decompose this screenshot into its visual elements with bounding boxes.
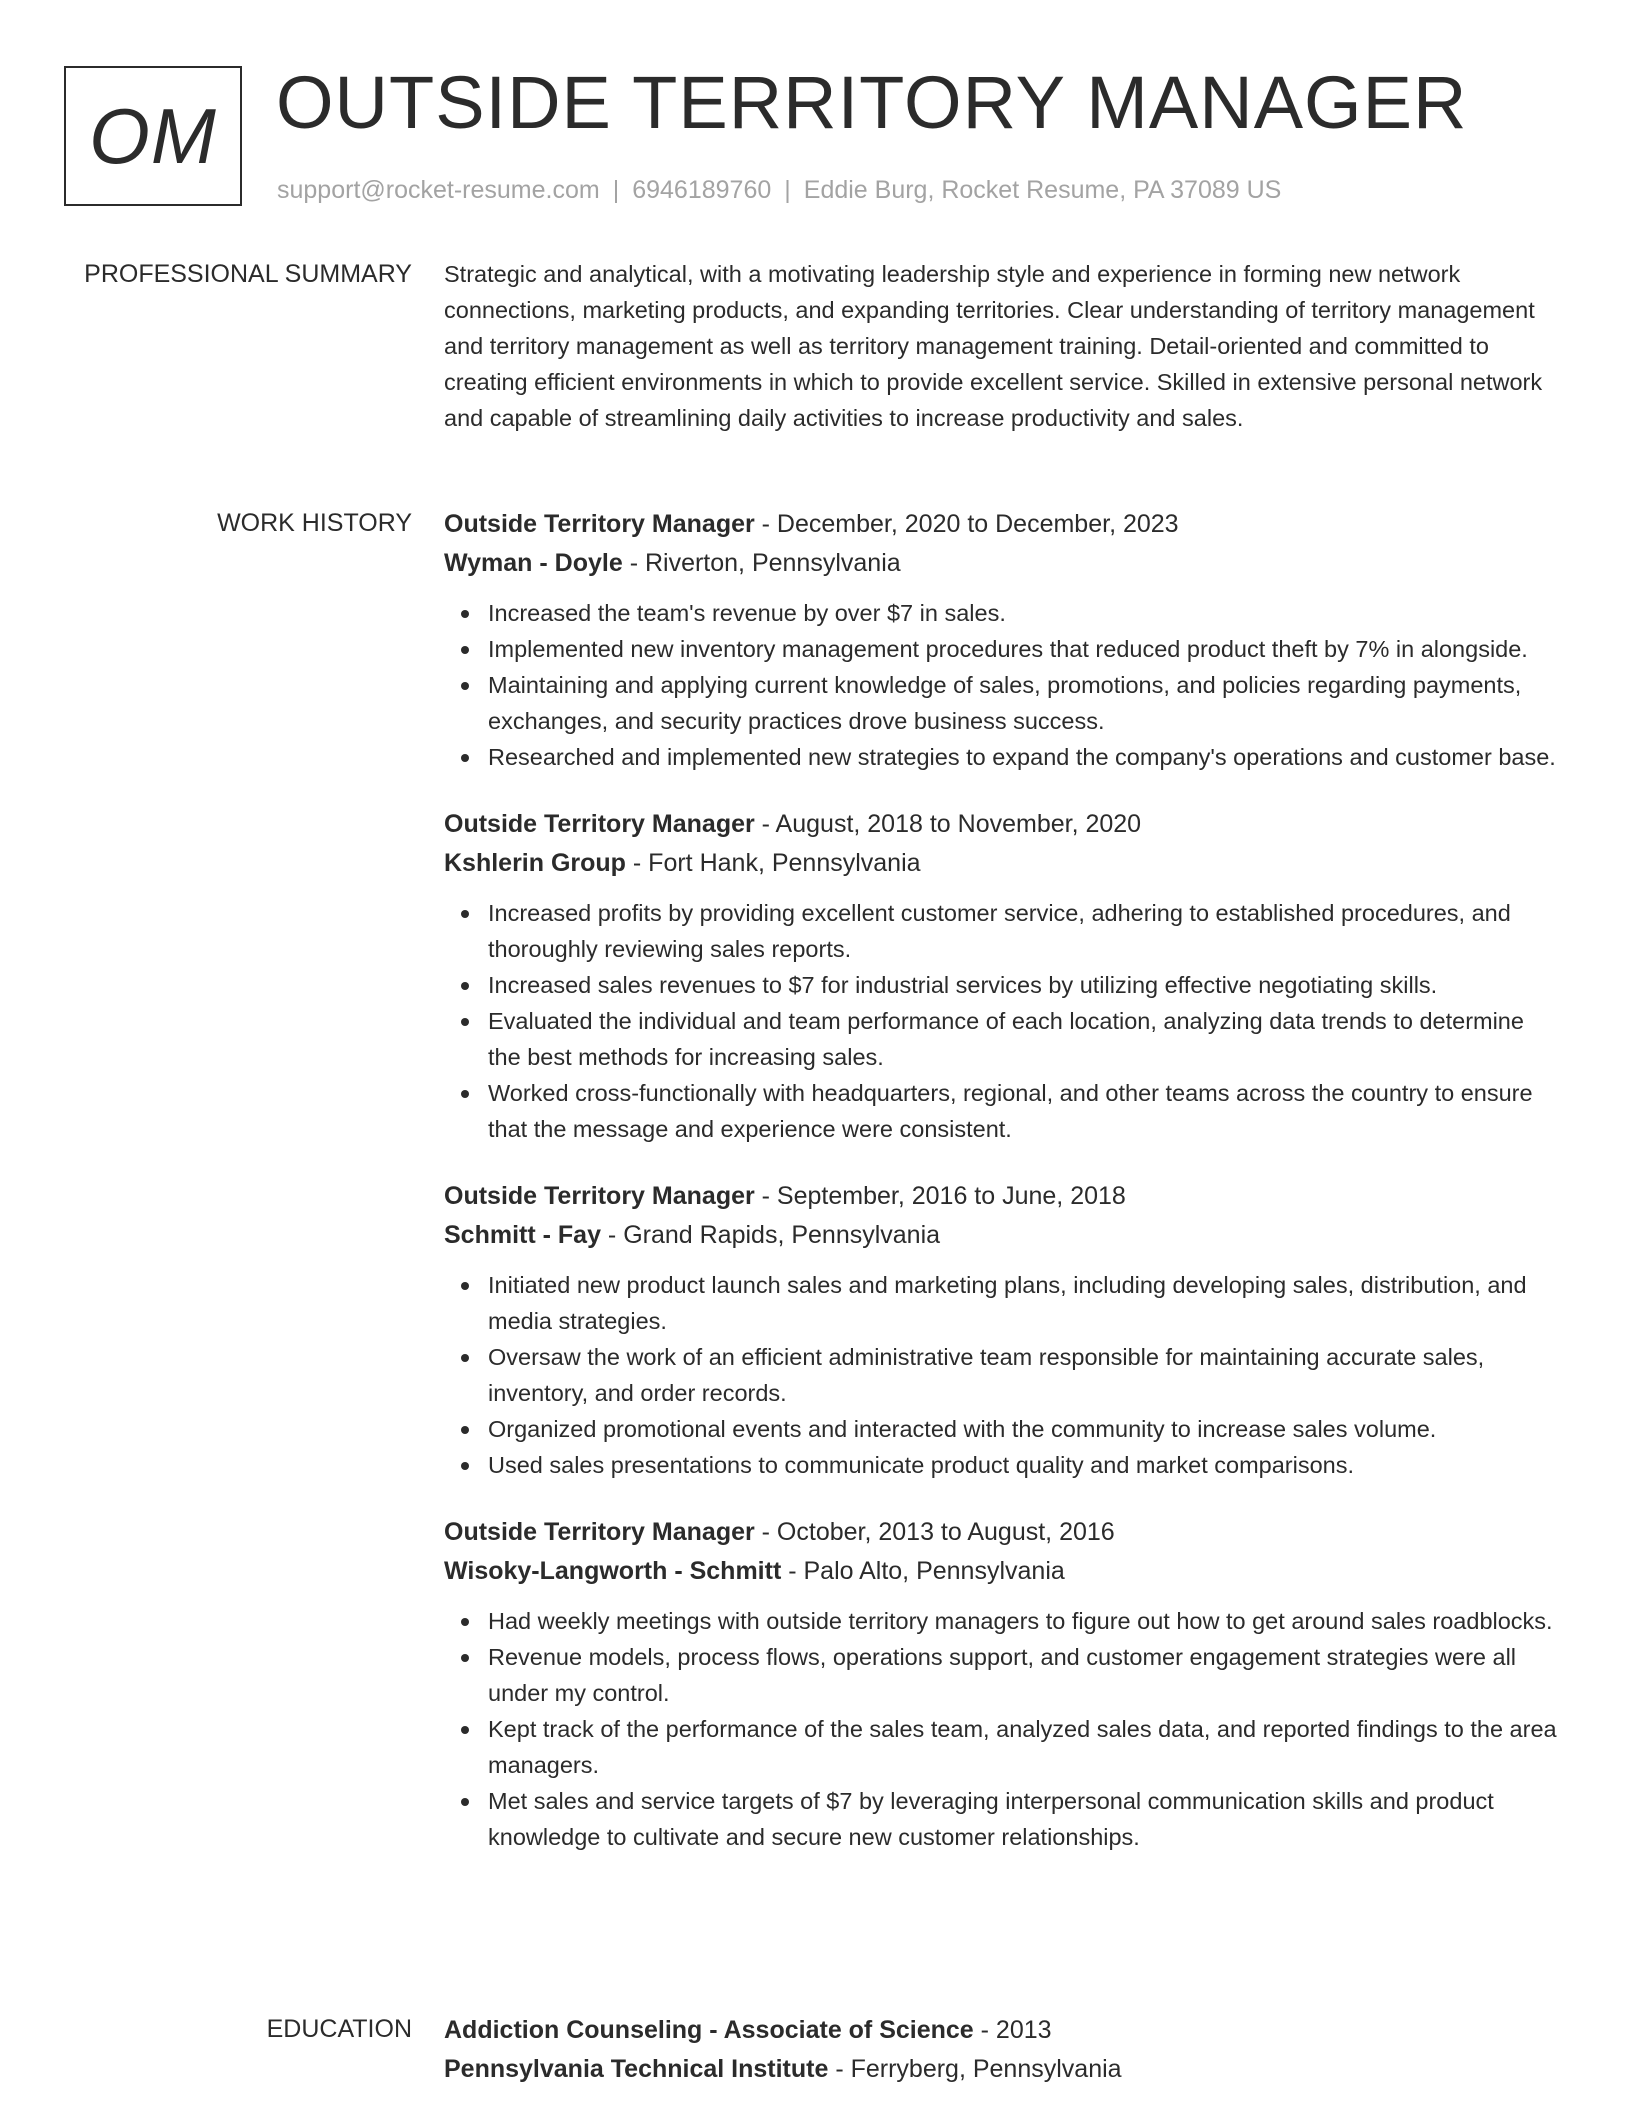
- job-bullet: Kept track of the performance of the sales team, analyzed sales data, and reported findings to the area managers.: [488, 1711, 1559, 1783]
- job-dates: - September, 2016 to June, 2018: [754, 1182, 1126, 1210]
- job-location: - Fort Hank, Pennsylvania: [625, 849, 921, 877]
- job-location: - Grand Rapids, Pennsylvania: [600, 1221, 941, 1249]
- job-bullet: Maintaining and applying current knowledge of sales, promotions, and policies regarding payments, exchanges, and security practices drove business success.: [488, 667, 1559, 739]
- job-entry: [444, 1177, 1559, 1483]
- education-school-line: [444, 2050, 1559, 2089]
- job-company-line: [444, 1552, 1559, 1591]
- job-bullets: [444, 1603, 1559, 1855]
- job-bullet: Increased profits by providing excellent customer service, adhering to established procedures, and thoroughly reviewing sales reports.: [488, 895, 1559, 967]
- job-company-line: [444, 1216, 1559, 1255]
- contact-separator: |: [612, 176, 620, 204]
- work-history-heading: WORK HISTORY: [217, 509, 412, 537]
- job-bullet: Organized promotional events and interacted with the community to increase sales volume.: [488, 1411, 1559, 1447]
- job-bullet: Increased sales revenues to $7 for industrial services by utilizing effective negotiating skills.: [488, 967, 1559, 1003]
- job-company: Schmitt - Fay: [444, 1221, 601, 1249]
- job-title: Outside Territory Manager: [444, 1518, 755, 1546]
- job-title: Outside Territory Manager: [444, 510, 755, 538]
- job-dates: - October, 2013 to August, 2016: [754, 1518, 1115, 1546]
- job-bullet: Had weekly meetings with outside territory managers to figure out how to get around sales roadblocks.: [488, 1603, 1559, 1639]
- summary-text: Strategic and analytical, with a motivating leadership style and experience in forming new network connections, marketing products, and expanding territories. Clear understanding of territory management and territory management as well as territory management training. Detail-oriented and committed to creating efficient environments in which to provide excellent service. Skilled in extensive personal network and capable of streamlining daily activities to increase productivity and sales.: [444, 261, 1543, 431]
- job-company: Wyman - Doyle: [444, 549, 623, 577]
- job-bullet: Worked cross-functionally with headquarters, regional, and other teams across the country to ensure that the message and experience were consistent.: [488, 1075, 1559, 1147]
- job-entry: [444, 805, 1559, 1147]
- job-title-line: [444, 1177, 1559, 1216]
- contact-phone: 6946189760: [632, 176, 772, 204]
- job-bullet: Oversaw the work of an efficient administrative team responsible for maintaining accurate sales, inventory, and order records.: [488, 1339, 1559, 1411]
- contact-email: support@rocket-resume.com: [277, 176, 600, 204]
- job-location: - Palo Alto, Pennsylvania: [781, 1557, 1065, 1585]
- monogram: OM: [64, 66, 242, 206]
- job-bullet: Revenue models, process flows, operations support, and customer engagement strategies were all under my control.: [488, 1639, 1559, 1711]
- job-entry: [444, 505, 1559, 775]
- job-title-line: [444, 505, 1559, 544]
- job-bullets: [444, 1267, 1559, 1483]
- education-degree: Addiction Counseling - Associate of Science: [444, 2016, 974, 2044]
- contact-separator: |: [784, 176, 791, 204]
- job-bullets: [444, 895, 1559, 1147]
- job-bullet: Used sales presentations to communicate product quality and market comparisons.: [488, 1447, 1559, 1483]
- education-body: [444, 2011, 1559, 2089]
- job-company: Wisoky-Langworth - Schmitt: [444, 1557, 782, 1585]
- job-bullet: Researched and implemented new strategies to expand the company's operations and customer base.: [488, 739, 1559, 775]
- job-dates: - December, 2020 to December, 2023: [754, 510, 1179, 538]
- job-bullet: Increased the team's revenue by over $7 in sales.: [488, 595, 1559, 631]
- job-title-line: [444, 1513, 1559, 1552]
- education-heading: EDUCATION: [266, 2015, 412, 2043]
- education-location: - Ferryberg, Pennsylvania: [828, 2055, 1122, 2083]
- job-title-line: [444, 805, 1559, 844]
- education-school: Pennsylvania Technical Institute: [444, 2055, 829, 2083]
- resume-name-title: OUTSIDE TERRITORY MANAGER: [276, 61, 1468, 144]
- job-company: Kshlerin Group: [444, 849, 626, 877]
- job-entry: [444, 1513, 1559, 1855]
- job-title: Outside Territory Manager: [444, 810, 755, 838]
- job-location: - Riverton, Pennsylvania: [622, 549, 901, 577]
- summary-heading: PROFESSIONAL SUMMARY: [84, 260, 412, 288]
- work-history-body: [444, 505, 1559, 1885]
- job-company-line: [444, 544, 1559, 583]
- job-title: Outside Territory Manager: [444, 1182, 755, 1210]
- job-bullets: [444, 595, 1559, 775]
- summary-body: [444, 256, 1559, 436]
- job-company-line: [444, 844, 1559, 883]
- education-year: - 2013: [973, 2016, 1052, 2044]
- job-bullet: Initiated new product launch sales and marketing plans, including developing sales, distribution, and media strategies.: [488, 1267, 1559, 1339]
- contact-address: Eddie Burg, Rocket Resume, PA 37089 US: [803, 176, 1282, 204]
- job-bullet: Implemented new inventory management procedures that reduced product theft by 7% in alongside.: [488, 631, 1559, 667]
- contact-line: [277, 174, 1281, 206]
- job-bullet: Met sales and service targets of $7 by leveraging interpersonal communication skills and product knowledge to cultivate and secure new customer relationships.: [488, 1783, 1559, 1855]
- education-degree-line: [444, 2011, 1559, 2050]
- job-bullet: Evaluated the individual and team performance of each location, analyzing data trends to determine the best methods for increasing sales.: [488, 1003, 1559, 1075]
- job-dates: - August, 2018 to November, 2020: [754, 810, 1142, 838]
